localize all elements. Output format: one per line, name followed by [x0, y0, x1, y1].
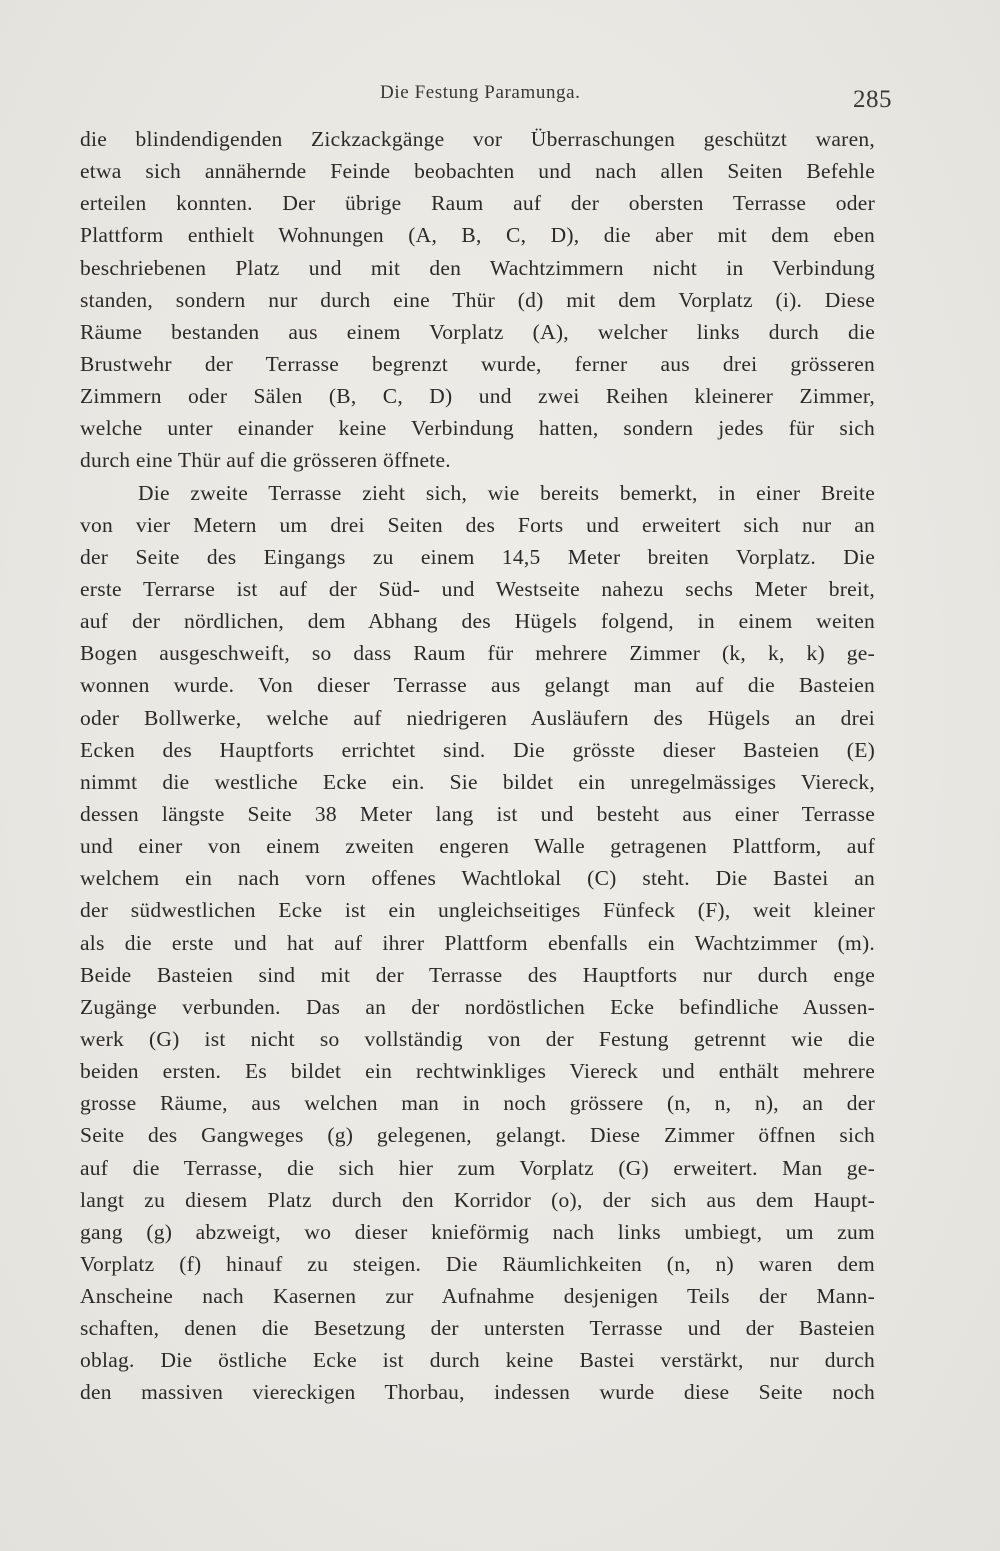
text-line: Brustwehr der Terrasse begrenzt wurde, ferner aus drei grösseren [80, 351, 875, 376]
text-line: Räume bestanden aus einem Vorplatz (A), welcher links durch die [80, 319, 875, 344]
text-line: der südwestlichen Ecke ist ein ungleichseitiges Fünfeck (F), weit kleiner [80, 898, 875, 923]
text-line: und einer von einem zweiten engeren Walle getragenen Plattform, auf [80, 834, 875, 859]
text-line: auf der nördlichen, dem Abhang des Hügels folgend, in einem weiten [80, 609, 875, 634]
running-header [90, 78, 892, 118]
text-line: Beide Basteien sind mit der Terrasse des Hauptforts nur durch enge [80, 962, 875, 987]
text-line: erste Terrarse ist auf der Süd- und Westseite nahezu sechs Meter breit, [80, 576, 875, 601]
text-line: Seite des Gangweges (g) gelegenen, gelangt. Diese Zimmer öffnen sich [80, 1123, 875, 1148]
text-line: Bogen ausgeschweift, so dass Raum für mehrere Zimmer (k, k, k) ge- [80, 641, 875, 666]
paragraph-end-line: durch eine Thür auf die grösseren öffnete. [80, 448, 451, 473]
text-line: dessen längste Seite 38 Meter lang ist und besteht aus einer Terrasse [80, 801, 875, 826]
text-line: als die erste und hat auf ihrer Plattform ebenfalls ein Wachtzimmer (m). [80, 930, 875, 955]
text-line: welchem ein nach vorn offenes Wachtlokal (C) steht. Die Bastei an [80, 866, 875, 891]
text-line: nimmt die westliche Ecke ein. Sie bildet ein unregelmässiges Viereck, [80, 769, 875, 794]
text-line: erteilen konnten. Der übrige Raum auf der obersten Terrasse oder [80, 191, 875, 216]
text-line: beschriebenen Platz und mit den Wachtzimmern nicht in Verbindung [80, 255, 875, 280]
text-line: welche unter einander keine Verbindung hatten, sondern jedes für sich [80, 416, 875, 441]
text-line: oder Bollwerke, welche auf niedrigeren Ausläufern des Hügels an drei [80, 705, 875, 730]
body-text [80, 123, 875, 1409]
text-line: den massiven viereckigen Thorbau, indessen wurde diese Seite noch [80, 1380, 875, 1405]
text-line: Anscheine nach Kasernen zur Aufnahme desjenigen Teils der Mann- [80, 1284, 875, 1309]
text-line: Zimmern oder Sälen (B, C, D) und zwei Reihen kleinerer Zimmer, [80, 384, 875, 409]
text-line: gang (g) abzweigt, wo dieser knieförmig nach links umbiegt, um zum [80, 1219, 875, 1244]
text-line: Zugänge verbunden. Das an der nordöstlichen Ecke befindliche Aussen- [80, 994, 875, 1019]
text-line: Vorplatz (f) hinauf zu steigen. Die Räumlichkeiten (n, n) waren dem [80, 1251, 875, 1276]
text-line: langt zu diesem Platz durch den Korridor (o), der sich aus dem Haupt- [80, 1187, 875, 1212]
text-line: oblag. Die östliche Ecke ist durch keine Bastei verstärkt, nur durch [80, 1348, 875, 1373]
text-line: grosse Räume, aus welchen man in noch grössere (n, n, n), an der [80, 1091, 875, 1116]
paragraph-start-line: Die zweite Terrasse zieht sich, wie bereits bemerkt, in einer Breite [138, 480, 875, 505]
text-line: auf die Terrasse, die sich hier zum Vorplatz (G) erweitert. Man ge- [80, 1155, 875, 1180]
text-line: werk (G) ist nicht so vollständig von der Festung getrennt wie die [80, 1026, 875, 1051]
text-line: etwa sich annähernde Feinde beobachten und nach allen Seiten Befehle [80, 159, 875, 184]
text-line: standen, sondern nur durch eine Thür (d) mit dem Vorplatz (i). Diese [80, 287, 875, 312]
text-line: die blindendigenden Zickzackgänge vor Überraschungen geschützt waren, [80, 127, 875, 151]
running-title: Die Festung Paramunga. [380, 82, 581, 103]
text-line: beiden ersten. Es bildet ein rechtwinkliges Viereck und enthält mehrere [80, 1059, 875, 1084]
text-line: Ecken des Hauptforts errichtet sind. Die grösste dieser Basteien (E) [80, 737, 875, 762]
text-line: der Seite des Eingangs zu einem 14,5 Meter breiten Vorplatz. Die [80, 544, 875, 569]
text-line: von vier Metern um drei Seiten des Forts und erweitert sich nur an [80, 512, 875, 537]
text-line: wonnen wurde. Von dieser Terrasse aus gelangt man auf die Basteien [80, 673, 875, 698]
text-line: Plattform enthielt Wohnungen (A, B, C, D), die aber mit dem eben [80, 223, 875, 248]
page-number: 285 [853, 86, 892, 113]
text-line: schaften, denen die Besetzung der untersten Terrasse und der Basteien [80, 1316, 875, 1341]
